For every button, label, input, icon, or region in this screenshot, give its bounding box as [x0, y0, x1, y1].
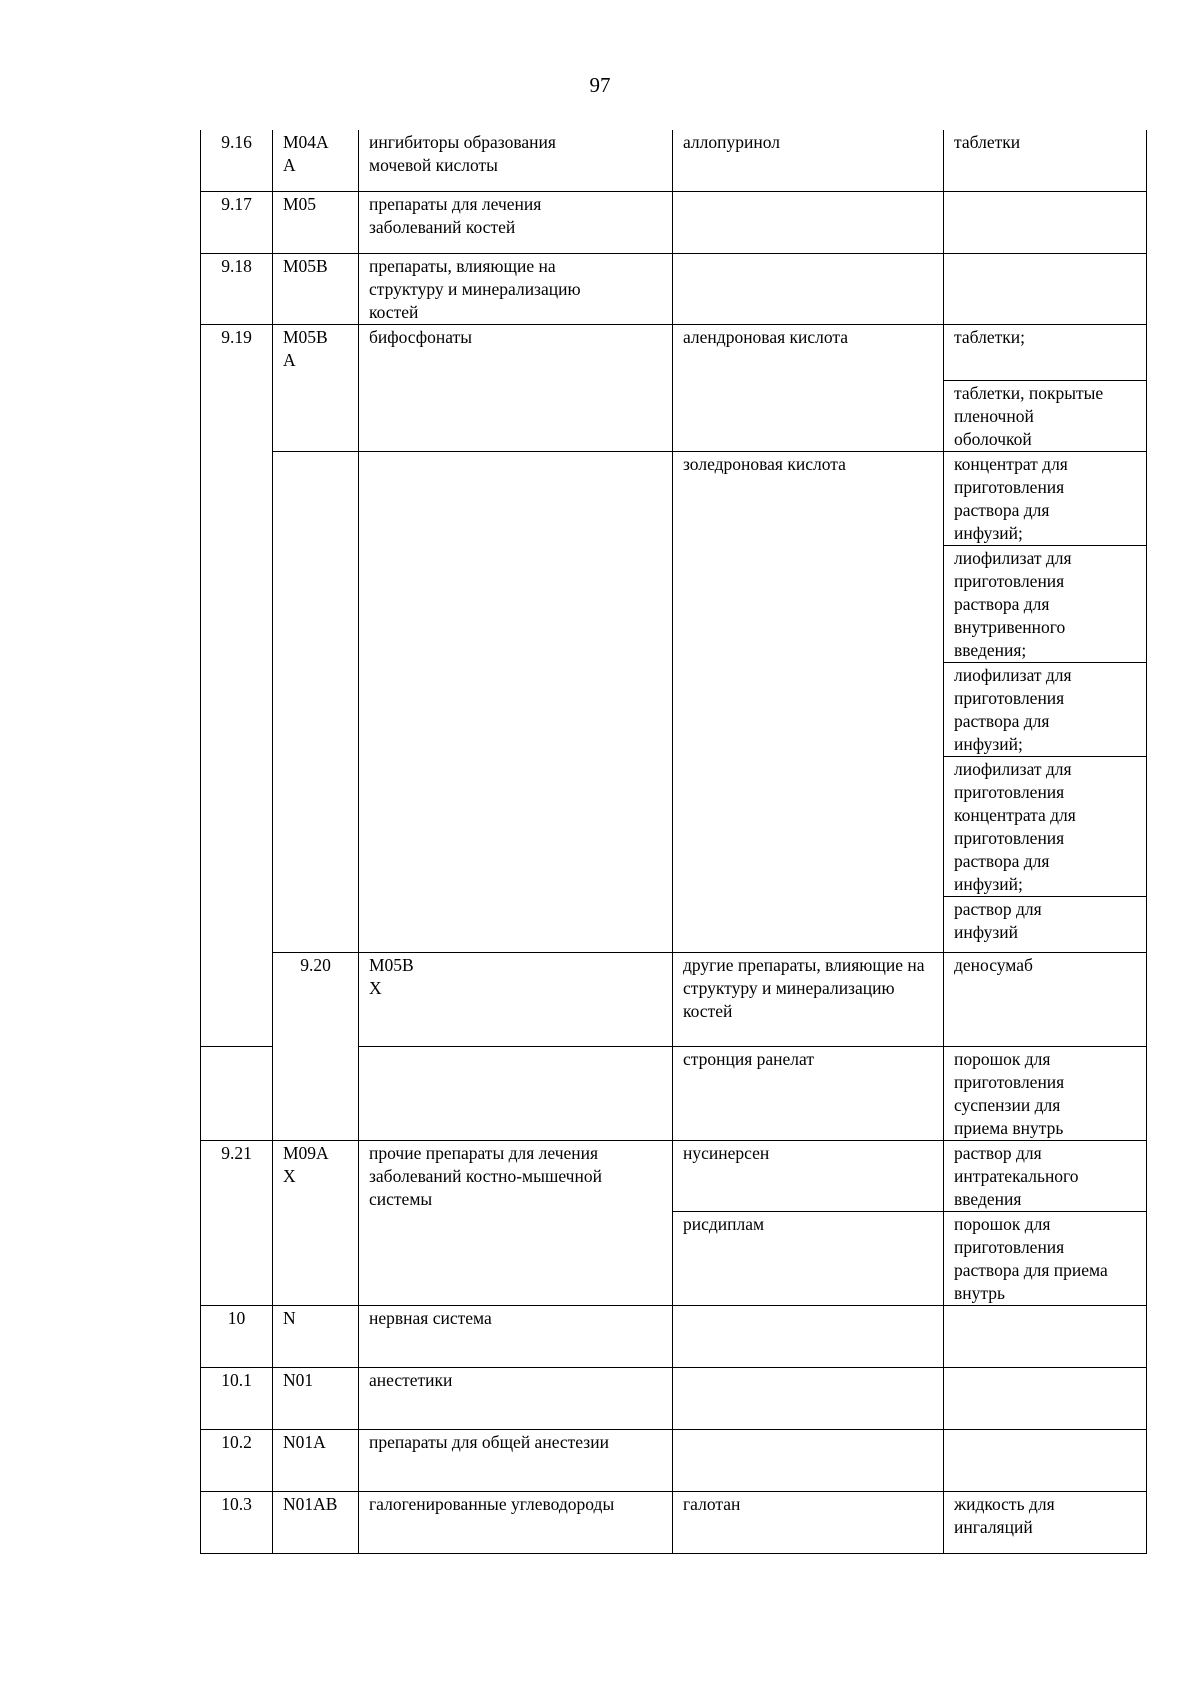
atc-code: M04A A: [273, 130, 359, 192]
table-row: [201, 192, 1147, 254]
dosage-form: таблетки, покрытые пленочной оболочкой: [944, 381, 1147, 452]
dosage-form: лиофилизат для приготовления концентрата для приготовления раствора для инфузий;: [944, 757, 1147, 897]
dosage-form: [944, 1306, 1147, 1368]
dosage-form: [944, 254, 1147, 325]
row-number: 9.19: [201, 325, 273, 1047]
empty-cell: [201, 1047, 273, 1141]
empty-cell: [359, 452, 673, 953]
drug-name: алендроновая кислота: [673, 325, 944, 452]
table-row: [201, 325, 1147, 381]
drug-name: [673, 1306, 944, 1368]
group-name: препараты, влияющие на структуру и минерализацию костей: [359, 254, 673, 325]
row-number: 9.20: [273, 953, 359, 1141]
drug-name: аллопуринол: [673, 130, 944, 192]
row-number: 10.2: [201, 1430, 273, 1492]
drug-name: [673, 1430, 944, 1492]
group-name: препараты для лечения заболеваний костей: [359, 192, 673, 254]
row-number: 9.18: [201, 254, 273, 325]
group-name: анестетики: [359, 1368, 673, 1430]
drug-name: рисдиплам: [673, 1212, 944, 1306]
group-name: другие препараты, влияющие на структуру и минерализацию костей: [673, 953, 944, 1047]
table-row: [201, 254, 1147, 325]
group-name: ингибиторы образования мочевой кислоты: [359, 130, 673, 192]
table-row: [201, 1368, 1147, 1430]
table-row: [201, 1430, 1147, 1492]
drug-name: [673, 192, 944, 254]
atc-code: M09A X: [273, 1141, 359, 1306]
row-number: 9.17: [201, 192, 273, 254]
dosage-form: [944, 1368, 1147, 1430]
atc-code: M05: [273, 192, 359, 254]
group-name: галогенированные углеводороды: [359, 1492, 673, 1554]
drug-name: галотан: [673, 1492, 944, 1554]
group-name: препараты для общей анестезии: [359, 1430, 673, 1492]
row-number: 9.16: [201, 130, 273, 192]
atc-code: M05B A: [273, 325, 359, 452]
drug-name: [673, 1368, 944, 1430]
empty-cell: [359, 1047, 673, 1141]
drug-name: деносумаб: [944, 953, 1147, 1047]
table-row: [201, 953, 1147, 1047]
table-row: [201, 452, 1147, 546]
row-number: 10.1: [201, 1368, 273, 1430]
table-row: [201, 1141, 1147, 1212]
drug-name: нусинерсен: [673, 1141, 944, 1212]
table-row: [201, 130, 1147, 192]
dosage-form: раствор для инфузий: [944, 897, 1147, 953]
atc-code: N01AB: [273, 1492, 359, 1554]
dosage-form: лиофилизат для приготовления раствора для внутривенного введения;: [944, 546, 1147, 663]
row-number: 10: [201, 1306, 273, 1368]
drug-name: [673, 254, 944, 325]
drug-name: золедроновая кислота: [673, 452, 944, 953]
table-row: [201, 1306, 1147, 1368]
dosage-form: [944, 1430, 1147, 1492]
dosage-form: концентрат для приготовления раствора для инфузий;: [944, 452, 1147, 546]
atc-code: N01A: [273, 1430, 359, 1492]
dosage-form: таблетки;: [944, 325, 1147, 381]
atc-code: M05B X: [359, 953, 673, 1047]
drug-list-table: [200, 130, 1147, 1554]
group-name: бифосфонаты: [359, 325, 673, 452]
group-name: нервная система: [359, 1306, 673, 1368]
dosage-form: раствор для интратекального введения: [944, 1141, 1147, 1212]
empty-cell: [273, 452, 359, 953]
dosage-form: порошок для приготовления суспензии для приема внутрь: [944, 1047, 1147, 1141]
atc-code: N01: [273, 1368, 359, 1430]
page-number: 97: [589, 73, 611, 97]
atc-code: N: [273, 1306, 359, 1368]
row-number: 9.21: [201, 1141, 273, 1306]
drug-name: стронция ранелат: [673, 1047, 944, 1141]
table-row: [201, 1492, 1147, 1554]
dosage-form: [944, 192, 1147, 254]
row-number: 10.3: [201, 1492, 273, 1554]
atc-code: M05B: [273, 254, 359, 325]
dosage-form: таблетки: [944, 130, 1147, 192]
dosage-form: порошок для приготовления раствора для приема внутрь: [944, 1212, 1147, 1306]
dosage-form: жидкость для ингаляций: [944, 1492, 1147, 1554]
dosage-form: лиофилизат для приготовления раствора для инфузий;: [944, 663, 1147, 757]
group-name: прочие препараты для лечения заболеваний костно-мышечной системы: [359, 1141, 673, 1306]
